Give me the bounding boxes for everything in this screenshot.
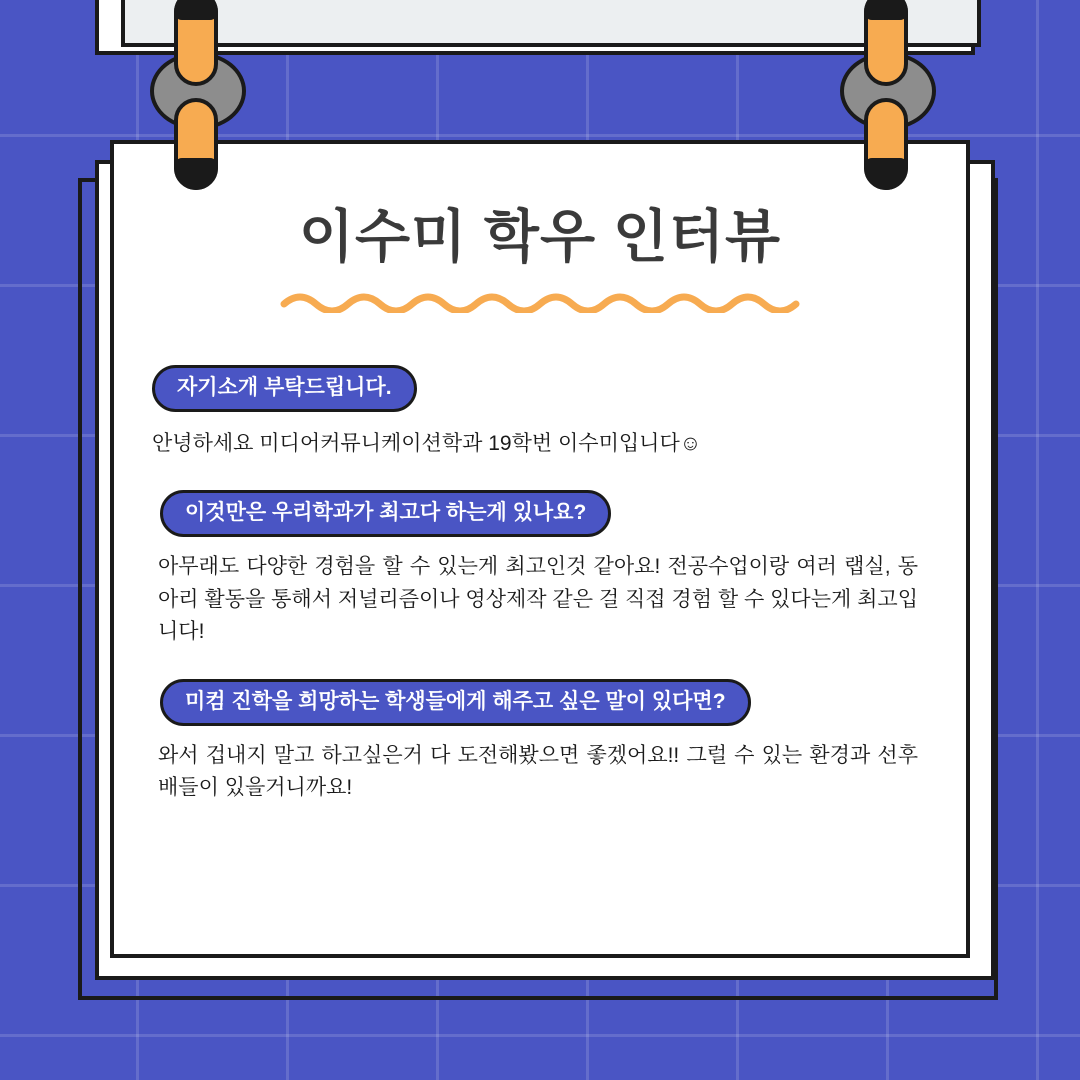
clip-cap-top bbox=[174, 0, 218, 20]
wavy-underline-icon bbox=[280, 287, 800, 313]
interview-card bbox=[110, 140, 970, 958]
qa-list bbox=[114, 365, 966, 805]
binder-clip-right-icon bbox=[828, 0, 948, 200]
answer-text: 와서 겁내지 말고 하고싶은거 다 도전해봤으면 좋겠어요!! 그럴 수 있는 환경과 선후배들이 있을거니까요! bbox=[158, 743, 918, 800]
question-pill: 미컴 진학을 희망하는 학생들에게 해주고 싶은 말이 있다면? bbox=[160, 679, 751, 726]
binder-clip-left-icon bbox=[138, 0, 258, 200]
question-pill: 자기소개 부탁드립니다. bbox=[152, 365, 417, 412]
answer-text: 안녕하세요 미디어커뮤니케이션학과 19학번 이수미입니다☺ bbox=[152, 431, 702, 455]
question-pill: 이것만은 우리학과가 최고다 하는게 있나요? bbox=[160, 490, 611, 537]
qa-item bbox=[152, 490, 922, 649]
clip-cap-bottom bbox=[174, 158, 218, 190]
qa-item bbox=[152, 365, 922, 461]
page-title: 이수미 학우 인터뷰 bbox=[298, 205, 782, 269]
title-block bbox=[114, 206, 966, 313]
qa-item bbox=[152, 679, 922, 805]
clip-cap-bottom bbox=[864, 158, 908, 190]
clip-cap-top bbox=[864, 0, 908, 20]
answer-text: 아무래도 다양한 경험을 할 수 있는게 최고인것 같아요! 전공수업이랑 여러 랩실, 동아리 활동을 통해서 저널리즘이나 영상제작 같은 걸 직접 경험 할 수 있다는게 최고입니다! bbox=[158, 555, 918, 644]
